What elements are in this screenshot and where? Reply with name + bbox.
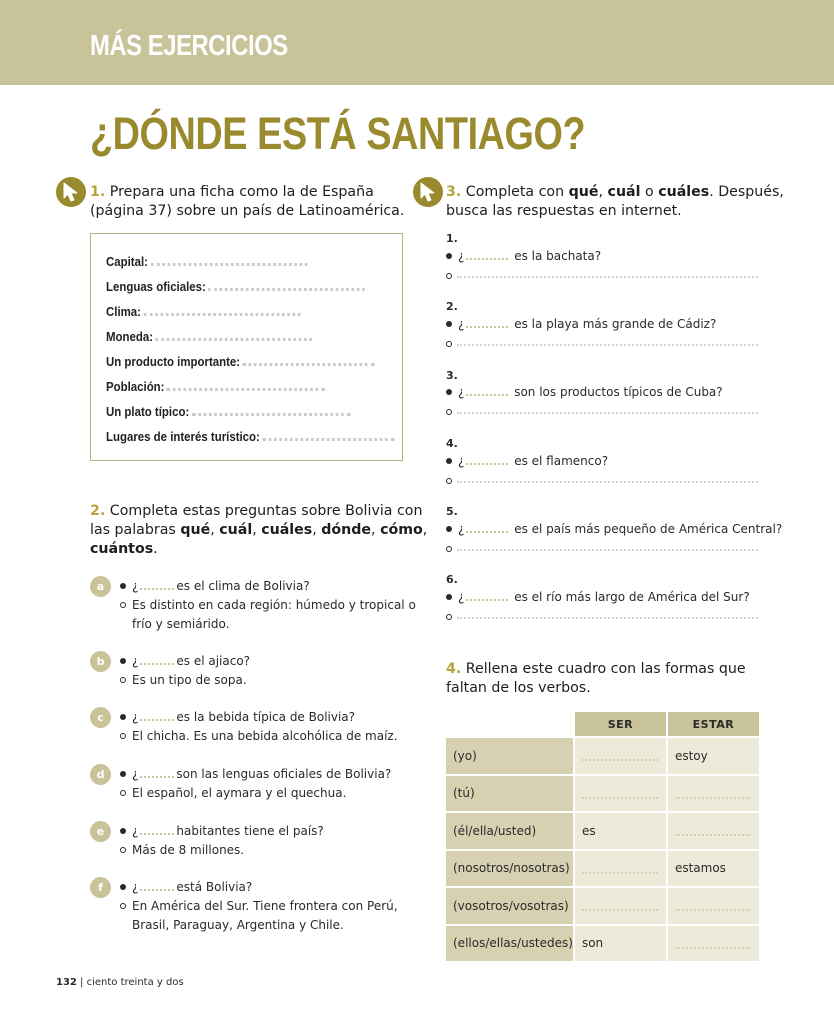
bullet-icon bbox=[446, 526, 452, 532]
question-text: es la bebida típica de Bolivia? bbox=[176, 710, 356, 724]
exercise-4-line1: Rellena este cuadro con las formas que bbox=[465, 661, 746, 677]
question-line bbox=[120, 822, 324, 840]
answer-text: El español, el aymara y el quechua. bbox=[132, 786, 347, 800]
question-number: 3. bbox=[446, 369, 458, 382]
ficha-label: Lenguas oficiales: bbox=[106, 279, 206, 294]
question-number: 2. bbox=[446, 300, 458, 313]
question-text: es el país más pequeño de América Central? bbox=[514, 522, 783, 536]
exercise-1-line2: (página 37) sobre un país de Latinoamérica. bbox=[90, 203, 405, 219]
ficha-field-plato[interactable] bbox=[106, 404, 350, 419]
fill-in-blank[interactable] bbox=[140, 655, 174, 665]
question-text: habitantes tiene el país? bbox=[176, 824, 324, 838]
answer-line bbox=[120, 671, 247, 690]
pronoun-cell: (él/ella/usted) bbox=[446, 813, 573, 849]
fill-in-line[interactable] bbox=[675, 785, 751, 799]
fill-in-blank[interactable] bbox=[466, 591, 508, 601]
open-question-mark: ¿ bbox=[458, 590, 465, 604]
fill-in-line[interactable] bbox=[582, 860, 658, 874]
question-line bbox=[120, 652, 250, 670]
open-question-mark: ¿ bbox=[132, 654, 139, 668]
fill-in-blank[interactable] bbox=[466, 386, 508, 396]
ring-bullet-icon bbox=[446, 341, 452, 347]
separator: , bbox=[210, 522, 220, 538]
question-number: 6. bbox=[446, 573, 458, 586]
open-question-mark: ¿ bbox=[458, 317, 465, 331]
bullet-icon bbox=[120, 771, 126, 777]
bullet-icon bbox=[446, 458, 452, 464]
period: . bbox=[153, 541, 158, 557]
fill-in-line[interactable] bbox=[192, 408, 350, 416]
answer-line bbox=[120, 841, 244, 860]
answer-line[interactable] bbox=[446, 476, 758, 488]
answer-line bbox=[120, 596, 416, 634]
pronoun-cell: (nosotros/nosotras) bbox=[446, 851, 573, 887]
ficha-field-lugares[interactable] bbox=[106, 429, 394, 444]
fill-in-blank[interactable] bbox=[140, 711, 174, 721]
question-line bbox=[120, 577, 310, 595]
ficha-label: Población: bbox=[106, 379, 165, 394]
fill-in-line[interactable] bbox=[243, 358, 375, 366]
item-letter-b: b bbox=[90, 651, 111, 672]
ring-bullet-icon bbox=[120, 677, 126, 683]
fill-in-blank[interactable] bbox=[466, 455, 508, 465]
column-header-ser: SER bbox=[575, 712, 666, 736]
fill-in-line[interactable] bbox=[582, 747, 658, 761]
item-letter-a: a bbox=[90, 576, 111, 597]
separator: , bbox=[312, 522, 322, 538]
open-question-mark: ¿ bbox=[132, 880, 139, 894]
fill-in-line[interactable] bbox=[582, 897, 658, 911]
fill-in-line[interactable] bbox=[457, 617, 758, 619]
ring-bullet-icon bbox=[120, 903, 126, 909]
question-number: 4. bbox=[446, 437, 458, 450]
exercise-4-number: 4. bbox=[446, 661, 462, 677]
exercise-3-instructions bbox=[446, 183, 784, 221]
separator: , bbox=[371, 522, 381, 538]
exercise-1-number: 1. bbox=[90, 184, 106, 200]
fill-in-blank[interactable] bbox=[466, 318, 508, 328]
ring-bullet-icon bbox=[446, 614, 452, 620]
fill-in-blank[interactable] bbox=[140, 825, 174, 835]
exercise-2-instructions bbox=[90, 502, 427, 559]
open-question-mark: ¿ bbox=[132, 824, 139, 838]
ser-cell: son bbox=[575, 926, 666, 962]
page-footer bbox=[56, 977, 184, 988]
open-question-mark: ¿ bbox=[458, 454, 465, 468]
separator: , bbox=[598, 184, 608, 200]
bullet-icon bbox=[446, 321, 452, 327]
answer-text: Es un tipo de sopa. bbox=[132, 673, 247, 687]
fill-in-line[interactable] bbox=[457, 549, 758, 551]
answer-text: El chicha. Es una bebida alcohólica de maíz. bbox=[132, 729, 398, 743]
ficha-label: Un plato típico: bbox=[106, 404, 190, 419]
question-line bbox=[446, 385, 723, 399]
word-cual: cuál bbox=[607, 184, 641, 200]
pronoun-cell: (yo) bbox=[446, 738, 573, 774]
ring-bullet-icon bbox=[446, 273, 452, 279]
question-text: es el ajiaco? bbox=[176, 654, 251, 668]
answer-text: Brasil, Paraguay, Argentina y Chile. bbox=[132, 918, 344, 932]
table-row bbox=[446, 738, 759, 774]
word-donde: dónde bbox=[321, 522, 372, 538]
table-row bbox=[446, 776, 759, 812]
exercise-1-instructions bbox=[90, 183, 404, 221]
answer-text: frío y semiárido. bbox=[132, 617, 230, 631]
answer-line[interactable] bbox=[446, 339, 758, 351]
exercise-4-line2: faltan de los verbos. bbox=[446, 680, 591, 696]
pronoun-cell: (tú) bbox=[446, 776, 573, 812]
ficha-field-producto[interactable] bbox=[106, 354, 375, 369]
table-row bbox=[446, 926, 759, 962]
exercise-2-line2: las palabras bbox=[90, 522, 181, 538]
page-number-words: ciento treinta y dos bbox=[86, 977, 184, 988]
answer-line bbox=[120, 727, 398, 746]
bullet-icon bbox=[120, 583, 126, 589]
ficha-label: Clima: bbox=[106, 304, 141, 319]
table-row bbox=[446, 888, 759, 924]
open-question-mark: ¿ bbox=[458, 385, 465, 399]
question-number: 5. bbox=[446, 505, 458, 518]
exercise-2-line1: Completa estas preguntas sobre Bolivia con bbox=[109, 503, 423, 519]
question-line bbox=[446, 454, 608, 468]
exercise-4-instructions bbox=[446, 660, 746, 698]
question-text: son las lenguas oficiales de Bolivia? bbox=[176, 767, 392, 781]
answer-line[interactable] bbox=[446, 544, 758, 556]
fill-in-line[interactable] bbox=[675, 822, 751, 836]
bullet-icon bbox=[446, 594, 452, 600]
answer-line bbox=[120, 784, 346, 803]
fill-in-line[interactable] bbox=[457, 481, 758, 483]
answer-line bbox=[120, 897, 398, 935]
ficha-label: Un producto importante: bbox=[106, 354, 241, 369]
separator: , bbox=[422, 522, 428, 538]
item-letter-f: f bbox=[90, 877, 111, 898]
question-number: 1. bbox=[446, 232, 458, 245]
question-line bbox=[446, 317, 716, 331]
word-que: qué bbox=[180, 522, 211, 538]
pronoun-cell: (vosotros/vosotras) bbox=[446, 888, 573, 924]
word-como: cómo bbox=[380, 522, 423, 538]
pronoun-cell: (ellos/ellas/ustedes) bbox=[446, 926, 573, 962]
cursor-icon bbox=[56, 177, 86, 207]
ring-bullet-icon bbox=[120, 733, 126, 739]
bullet-icon bbox=[120, 714, 126, 720]
question-text: son los productos típicos de Cuba? bbox=[514, 385, 723, 399]
ficha-label: Capital: bbox=[106, 254, 148, 269]
fill-in-line[interactable] bbox=[675, 897, 751, 911]
fill-in-line[interactable] bbox=[582, 785, 658, 799]
ficha-label: Lugares de interés turístico: bbox=[106, 429, 260, 444]
question-text: es el flamenco? bbox=[514, 454, 609, 468]
open-question-mark: ¿ bbox=[458, 522, 465, 536]
ficha-field-lenguas[interactable] bbox=[106, 279, 365, 294]
estar-cell[interactable] bbox=[668, 813, 759, 849]
table-corner bbox=[446, 712, 573, 736]
exercise-3-line2: busca las respuestas en internet. bbox=[446, 203, 682, 219]
ficha-field-capital[interactable] bbox=[106, 254, 307, 269]
estar-cell[interactable] bbox=[668, 926, 759, 962]
page-title: ¿DÓNDE ESTÁ SANTIAGO? bbox=[90, 108, 586, 159]
fill-in-line[interactable] bbox=[144, 308, 301, 316]
ser-cell[interactable] bbox=[575, 738, 666, 774]
ser-cell[interactable] bbox=[575, 888, 666, 924]
verb-table bbox=[444, 710, 761, 963]
answer-text: Más de 8 millones. bbox=[132, 843, 245, 857]
question-text: está Bolivia? bbox=[176, 880, 253, 894]
question-text: es el clima de Bolivia? bbox=[176, 579, 310, 593]
ring-bullet-icon bbox=[120, 602, 126, 608]
separator: o bbox=[640, 184, 659, 200]
fill-in-blank[interactable] bbox=[140, 881, 174, 891]
fill-in-line[interactable] bbox=[167, 383, 325, 391]
ficha-box bbox=[90, 233, 403, 461]
fill-in-blank[interactable] bbox=[140, 580, 174, 590]
fill-in-line[interactable] bbox=[457, 344, 758, 346]
item-letter-e: e bbox=[90, 821, 111, 842]
fill-in-line[interactable] bbox=[457, 276, 758, 278]
open-question-mark: ¿ bbox=[458, 249, 465, 263]
answer-line[interactable] bbox=[446, 407, 758, 419]
fill-in-blank[interactable] bbox=[466, 250, 508, 260]
question-text: es la bachata? bbox=[514, 249, 602, 263]
ser-cell: es bbox=[575, 813, 666, 849]
question-text: es el río más largo de América del Sur? bbox=[514, 590, 750, 604]
estar-cell[interactable] bbox=[668, 776, 759, 812]
word-cuales: cuáles bbox=[261, 522, 313, 538]
word-cual: cuál bbox=[219, 522, 253, 538]
fill-in-line[interactable] bbox=[208, 283, 365, 291]
exercise-3-line1-end: . Después, bbox=[709, 184, 784, 200]
ficha-label: Moneda: bbox=[106, 329, 154, 344]
answer-line[interactable] bbox=[446, 612, 758, 624]
exercise-1-line1: Prepara una ficha como la de España bbox=[109, 184, 374, 200]
column-header-estar: ESTAR bbox=[668, 712, 759, 736]
bullet-icon bbox=[446, 389, 452, 395]
question-line bbox=[446, 522, 782, 536]
exercise-3-number: 3. bbox=[446, 184, 462, 200]
ficha-field-poblacion[interactable] bbox=[106, 379, 326, 394]
question-line bbox=[120, 765, 391, 783]
estar-cell[interactable] bbox=[668, 888, 759, 924]
cursor-icon bbox=[413, 177, 443, 207]
estar-cell: estoy bbox=[668, 738, 759, 774]
item-letter-c: c bbox=[90, 707, 111, 728]
item-letter-d: d bbox=[90, 764, 111, 785]
open-question-mark: ¿ bbox=[132, 767, 139, 781]
question-line bbox=[446, 249, 601, 263]
ser-cell[interactable] bbox=[575, 851, 666, 887]
answer-text: Es distinto en cada región: húmedo y tropical o bbox=[132, 598, 416, 612]
question-line bbox=[120, 878, 252, 896]
ser-cell[interactable] bbox=[575, 776, 666, 812]
ring-bullet-icon bbox=[446, 546, 452, 552]
question-text: es la playa más grande de Cádiz? bbox=[514, 317, 717, 331]
ficha-field-moneda[interactable] bbox=[106, 329, 312, 344]
open-question-mark: ¿ bbox=[132, 579, 139, 593]
table-row bbox=[446, 851, 759, 887]
section-title: MÁS EJERCICIOS bbox=[90, 30, 288, 62]
estar-cell: estamos bbox=[668, 851, 759, 887]
bullet-icon bbox=[120, 828, 126, 834]
separator: , bbox=[252, 522, 262, 538]
exercise-2-number: 2. bbox=[90, 503, 106, 519]
fill-in-line[interactable] bbox=[675, 935, 751, 949]
ring-bullet-icon bbox=[120, 790, 126, 796]
question-line bbox=[120, 708, 355, 726]
fill-in-blank[interactable] bbox=[140, 768, 174, 778]
fill-in-blank[interactable] bbox=[466, 523, 508, 533]
word-cuales: cuáles bbox=[658, 184, 710, 200]
table-header-row bbox=[446, 712, 759, 736]
word-que: qué bbox=[568, 184, 599, 200]
ring-bullet-icon bbox=[120, 847, 126, 853]
fill-in-line[interactable] bbox=[262, 433, 394, 441]
fill-in-line[interactable] bbox=[156, 333, 313, 341]
bullet-icon bbox=[120, 658, 126, 664]
ring-bullet-icon bbox=[446, 409, 452, 415]
question-line bbox=[446, 590, 750, 604]
page-number: 132 bbox=[56, 977, 77, 988]
answer-line[interactable] bbox=[446, 271, 758, 283]
open-question-mark: ¿ bbox=[132, 710, 139, 724]
ring-bullet-icon bbox=[446, 478, 452, 484]
bullet-icon bbox=[120, 884, 126, 890]
exercise-3-line1: Completa con bbox=[465, 184, 569, 200]
word-cuantos: cuántos bbox=[90, 541, 154, 557]
footer-separator: | bbox=[76, 977, 87, 988]
bullet-icon bbox=[446, 253, 452, 259]
fill-in-line[interactable] bbox=[151, 258, 308, 266]
fill-in-line[interactable] bbox=[457, 412, 758, 414]
answer-text: En América del Sur. Tiene frontera con Perú, bbox=[132, 899, 398, 913]
table-row bbox=[446, 813, 759, 849]
ficha-field-clima[interactable] bbox=[106, 304, 300, 319]
